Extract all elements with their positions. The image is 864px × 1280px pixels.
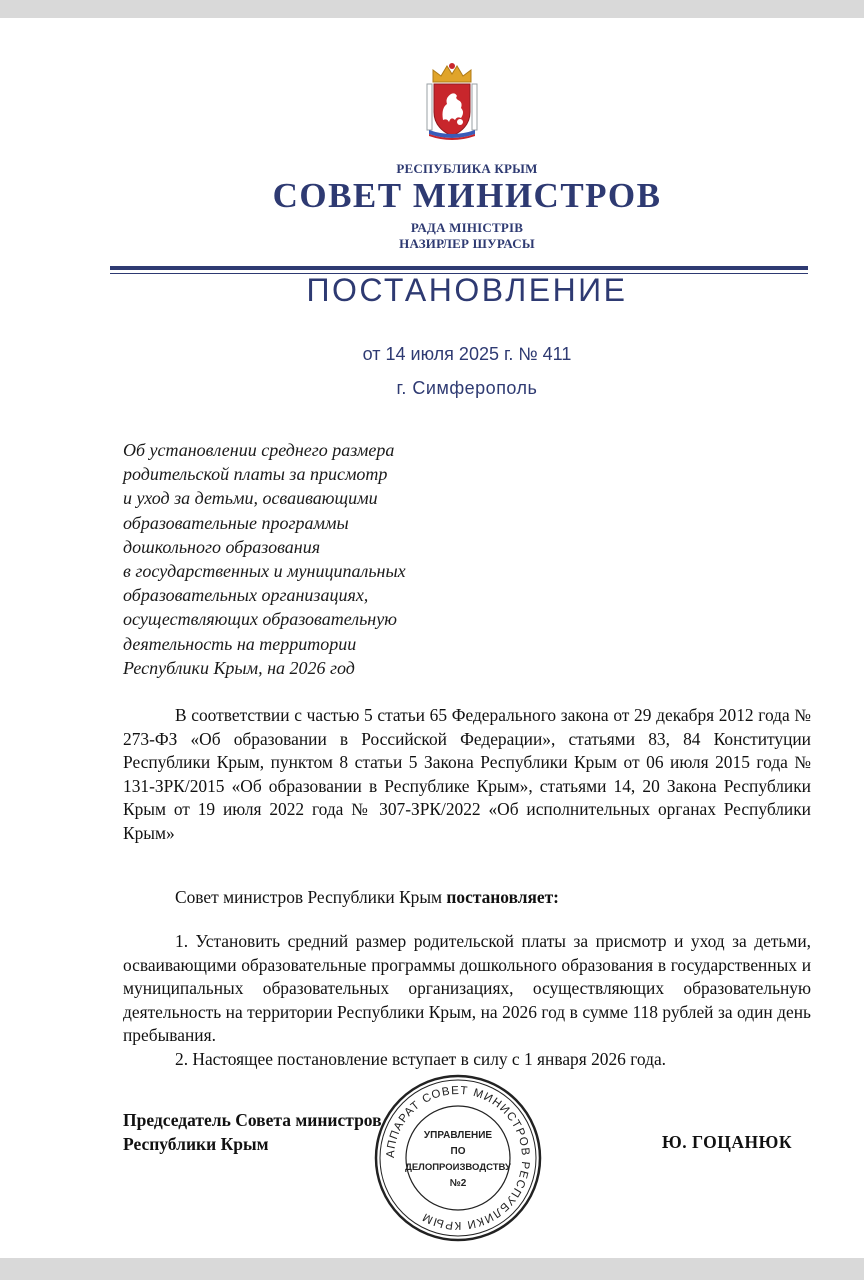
council-title-ukrainian: РАДА МІНІСТРІВ bbox=[410, 220, 524, 235]
resolution-prefix: Совет министров Республики Крым bbox=[175, 887, 447, 907]
subject-line: деятельность на территории bbox=[123, 633, 357, 654]
resolution-line bbox=[123, 886, 811, 910]
document-date-number: от 14 июля 2025 г. № 411 bbox=[362, 344, 572, 364]
signatory-position bbox=[123, 1108, 382, 1156]
seal-line: УПРАВЛЕНИЕ bbox=[423, 1130, 493, 1141]
seal-ring-text: АППАРАТ СОВЕТ МИНИСТРОВ РЕСПУБЛИКИ КРЫМ bbox=[384, 1084, 532, 1232]
preamble-paragraph: В соответствии с частью 5 статьи 65 Федерального закона от 29 декабря 2012 года № 273-ФЗ «Об образовании в Российской Федерации», статьями 83, 84 Конституции Республики Крым, пунктом 8 статьи 5 Закона Республики Крым от 06 июля 2015 года № 131-ЗРК/2015 «Об образовании в Республике Крым», статьями 14, 20 Закона Республики Крым от 19 июля 2022 года № 307-ЗРК/2022 «Об исполнительных органах Республики Крым» bbox=[123, 705, 811, 843]
header-rule-thick bbox=[110, 266, 808, 270]
subject-line: в государственных и муниципальных bbox=[123, 561, 406, 582]
resolution-paragraph bbox=[123, 886, 811, 910]
subject-line: родительской платы за присмотр bbox=[123, 464, 388, 485]
document-city: г. Симферополь bbox=[396, 378, 538, 398]
subject-line: осуществляющих образовательную bbox=[123, 609, 397, 630]
document-subject bbox=[123, 438, 483, 680]
council-title: СОВЕТ МИНИСТРОВ bbox=[272, 176, 662, 215]
document-type-title: ПОСТАНОВЛЕНИЕ bbox=[306, 272, 628, 308]
subject-line: и уход за детьми, осваивающими bbox=[123, 488, 378, 509]
seal-line: ДЕЛОПРОИЗВОДСТВУ bbox=[405, 1162, 511, 1173]
items-block bbox=[123, 930, 811, 1071]
resolution-verb: постановляет: bbox=[446, 887, 559, 907]
document-page bbox=[0, 18, 864, 1258]
coat-of-arms-icon bbox=[425, 60, 479, 140]
item-1: 1. Установить средний размер родительской платы за присмотр и уход за детьми, осваивающими образовательные программы дошкольного образования в государственных и муниципальных образовательных организациях, осуществляющих образовательную деятельность на территории Республики Крым, на 2026 год в сумме 118 рублей за один день пребывания. bbox=[123, 931, 811, 1045]
item-2: 2. Настоящее постановление вступает в силу с 1 января 2026 года. bbox=[175, 1048, 667, 1069]
signatory-position-line: Председатель Совета министров bbox=[123, 1110, 382, 1130]
republic-label: РЕСПУБЛИКА КРЫМ bbox=[396, 161, 538, 176]
council-title-crimean-tatar: НАЗИРЛЕР ШУРАСЫ bbox=[399, 236, 535, 251]
subject-line: дошкольного образования bbox=[123, 536, 321, 557]
seal-line: №2 bbox=[449, 1178, 467, 1189]
subject-line: образовательных организациях, bbox=[123, 585, 369, 606]
svg-text:АППАРАТ СОВЕТ МИНИСТРОВ РЕСПУБ bbox=[385, 1085, 531, 1231]
official-seal bbox=[372, 1072, 544, 1244]
subject-line: Республики Крым, на 2026 год bbox=[123, 657, 355, 678]
signatory-name: Ю. ГОЦАНЮК bbox=[662, 1132, 793, 1152]
subject-line: Об установлении среднего размера bbox=[123, 440, 395, 460]
preamble-block bbox=[123, 704, 811, 845]
signatory-position-line: Республики Крым bbox=[123, 1134, 269, 1154]
subject-line: образовательные программы bbox=[123, 512, 349, 533]
seal-line: ПО bbox=[450, 1146, 466, 1157]
